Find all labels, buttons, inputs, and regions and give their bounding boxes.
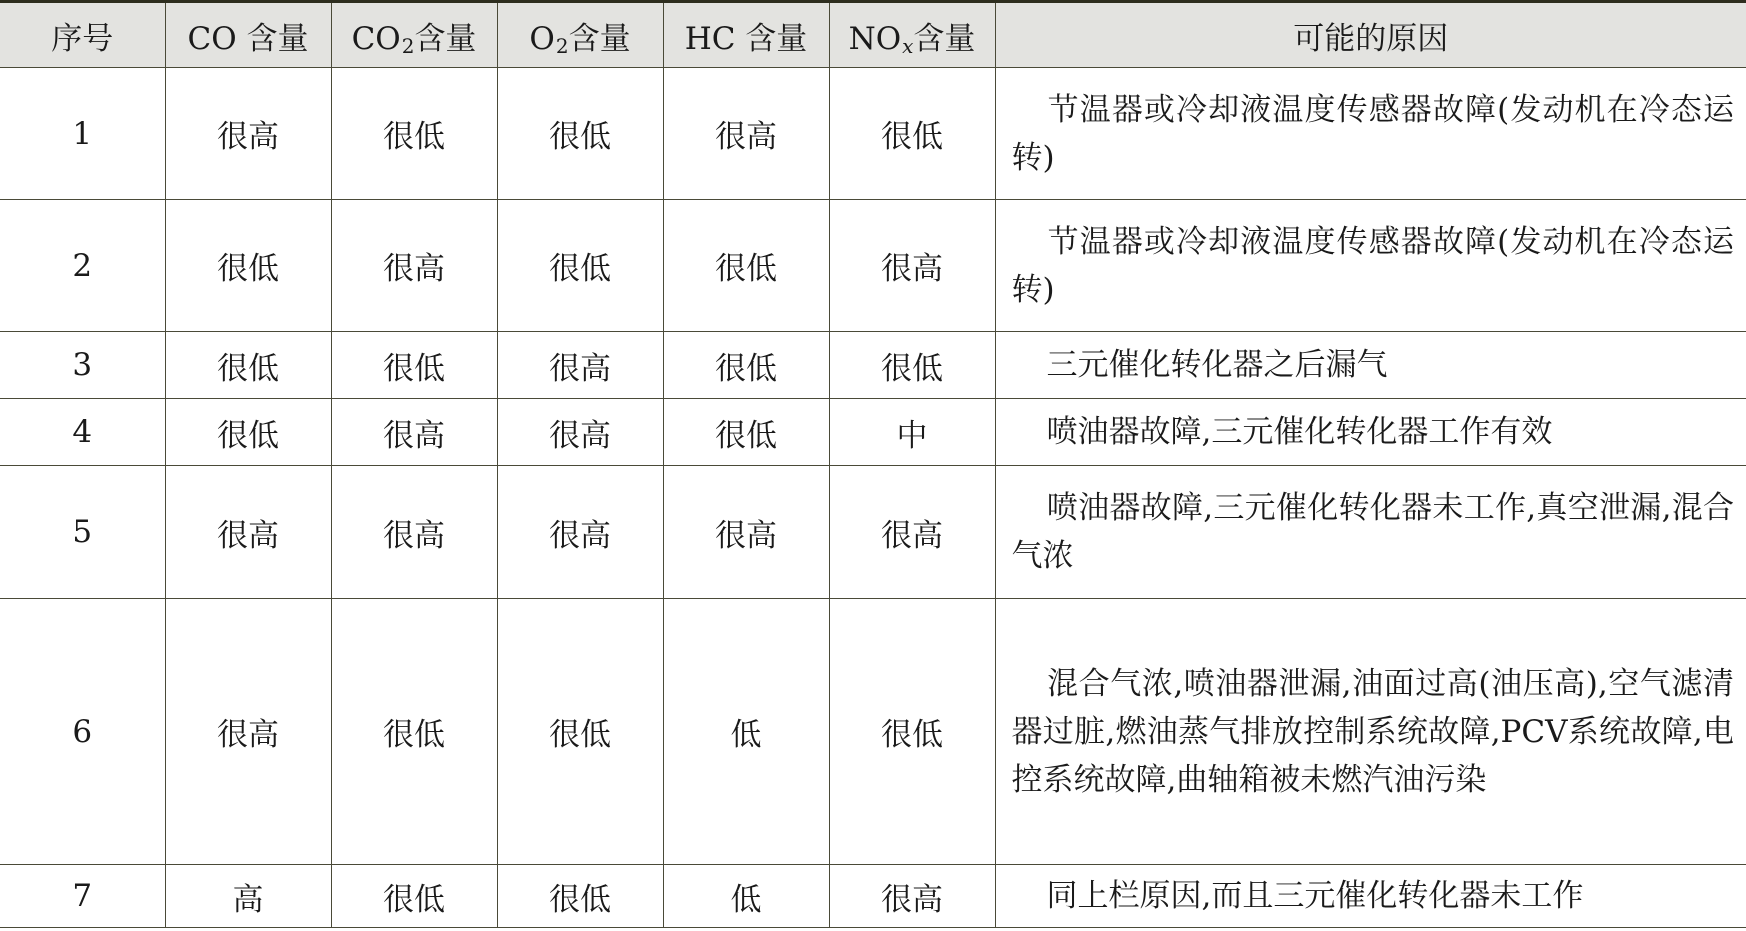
cell-reason: 喷油器故障,三元催化转化器工作有效 [995,399,1746,466]
cell-co2: 很高 [331,200,497,332]
cell-hc: 很高 [663,466,829,599]
header-co2: $CO_2$含量 [331,3,497,68]
cell-nox: 很高 [829,865,995,928]
cell-co: 很低 [165,399,331,466]
table-row [0,599,1746,865]
cell-co2: 很高 [331,399,497,466]
cell-co2: 很低 [331,68,497,200]
cell-co: 很高 [165,68,331,200]
table-row [0,865,1746,928]
cell-hc: 低 [663,865,829,928]
cell-nox: 很低 [829,68,995,200]
table-row [0,332,1746,399]
header-nox: $NO_x$含量 [829,3,995,68]
header-o2: $O_2$含量 [497,3,663,68]
cell-co: 很低 [165,332,331,399]
cell-nox: 很低 [829,332,995,399]
table-row [0,466,1746,599]
table-row [0,399,1746,466]
cell-nox: 很低 [829,599,995,865]
cell-co2: 很低 [331,332,497,399]
emission-diagnosis-table [0,3,1746,928]
cell-co2: 很高 [331,466,497,599]
cell-reason: 混合气浓,喷油器泄漏,油面过高(油压高),空气滤清器过脏,燃油蒸气排放控制系统故障,PCV系统故障,电控系统故障,曲轴箱被未燃汽油污染 [995,599,1746,865]
cell-index: 6 [0,599,165,865]
cell-index: 7 [0,865,165,928]
cell-o2: 很低 [497,599,663,865]
cell-index: 1 [0,68,165,200]
cell-index: 5 [0,466,165,599]
cell-nox: 中 [829,399,995,466]
cell-o2: 很低 [497,865,663,928]
header-index: 序号 [0,3,165,68]
cell-index: 3 [0,332,165,399]
cell-nox: 很高 [829,466,995,599]
header-hc: HC 含量 [663,3,829,68]
cell-co: 很低 [165,200,331,332]
cell-o2: 很高 [497,332,663,399]
header-reason: 可能的原因 [995,3,1746,68]
cell-co: 高 [165,865,331,928]
cell-reason: 喷油器故障,三元催化转化器未工作,真空泄漏,混合气浓 [995,466,1746,599]
cell-reason: 三元催化转化器之后漏气 [995,332,1746,399]
cell-index: 2 [0,200,165,332]
cell-hc: 低 [663,599,829,865]
table-row [0,68,1746,200]
cell-o2: 很低 [497,200,663,332]
table-row [0,200,1746,332]
cell-nox: 很高 [829,200,995,332]
header-co: CO 含量 [165,3,331,68]
cell-reason: 节温器或冷却液温度传感器故障(发动机在冷态运转) [995,200,1746,332]
cell-hc: 很低 [663,200,829,332]
cell-hc: 很低 [663,332,829,399]
cell-co: 很高 [165,466,331,599]
cell-reason: 同上栏原因,而且三元催化转化器未工作 [995,865,1746,928]
cell-hc: 很高 [663,68,829,200]
cell-reason: 节温器或冷却液温度传感器故障(发动机在冷态运转) [995,68,1746,200]
cell-co: 很高 [165,599,331,865]
cell-hc: 很低 [663,399,829,466]
cell-index: 4 [0,399,165,466]
table-header-row [0,3,1746,68]
cell-co2: 很低 [331,865,497,928]
cell-o2: 很高 [497,466,663,599]
cell-co2: 很低 [331,599,497,865]
cell-o2: 很低 [497,68,663,200]
cell-o2: 很高 [497,399,663,466]
